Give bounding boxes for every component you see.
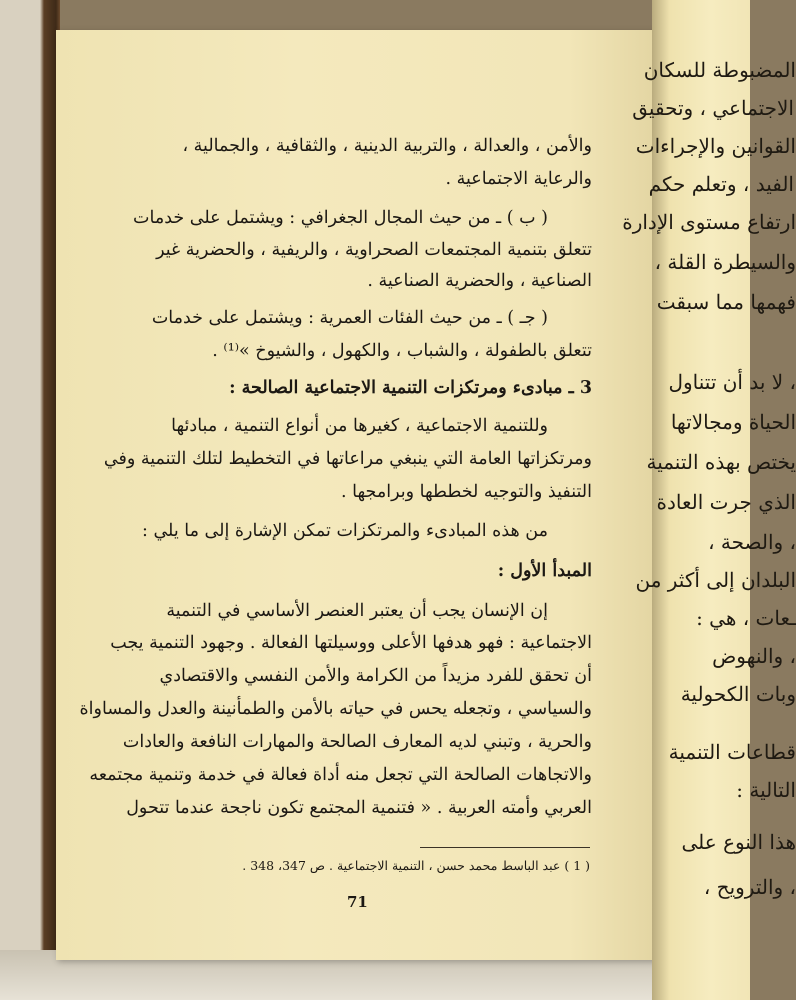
text-line: وللتنمية الاجتماعية ، كغيرها من أنواع التنمية ، مبادئها — [171, 416, 548, 436]
adjacent-fragment: يختص بهذه التنمية — [646, 450, 796, 474]
book-spine — [0, 0, 60, 1000]
principle-heading: المبدأ الأول : — [497, 561, 592, 581]
adjacent-fragment: فهمها مما سبقت — [656, 290, 796, 314]
text-line: العربي وأمته العربية . « فتنمية المجتمع تكون ناجحة عندما تتحول — [126, 798, 592, 818]
adjacent-fragment: ، لا بد أن تتناول — [668, 370, 796, 394]
page-body — [79, 0, 592, 1000]
adjacent-fragment: القوانين والإجراءات — [635, 134, 796, 158]
adjacent-fragment: المضبوطة للسكان — [643, 58, 796, 82]
text-line: والسياسي ، وتجعله يحس في حياته بالأمن والطمأنينة والعدل والمساواة — [79, 699, 592, 719]
text-line: من هذه المبادىء والمرتكزات تمكن الإشارة إلى ما يلي : — [142, 521, 548, 541]
text-line: ( ب ) ـ من حيث المجال الجغرافي : ويشتمل على خدمات — [133, 208, 548, 228]
text-line: إن الإنسان يجب أن يعتبر العنصر الأساسي في التنمية — [166, 601, 548, 621]
adjacent-fragment: الذي جرت العادة — [656, 490, 796, 514]
text-line: التنفيذ والتوجيه لخططها وبرامجها . — [341, 482, 592, 502]
adjacent-fragment: ارتفاع مستوى الإدارة — [622, 210, 796, 234]
text-line: تتعلق بالطفولة ، والشباب ، والكهول ، والشيوخ »⁽¹⁾ . — [212, 341, 592, 361]
adjacent-fragment: التالية : — [736, 778, 796, 802]
text-line: والأمن ، والعدالة ، والتربية الدينية ، والثقافية ، والجمالية ، — [182, 136, 592, 156]
text-line: الاجتماعية : فهو هدفها الأعلى ووسيلتها الفعالة . وجهود التنمية يجب — [110, 633, 592, 653]
adjacent-fragment: هذا النوع على — [681, 830, 796, 854]
adjacent-fragment: البلدان إلى أكثر من — [635, 568, 796, 592]
section-heading: 3 ـ مبادىء ومرتكزات التنمية الاجتماعية الصالحة : — [229, 378, 592, 398]
adjacent-fragment: ، والصحة ، — [708, 530, 796, 554]
page-number: 71 — [347, 893, 368, 911]
text-line: ومرتكزاتها العامة التي ينبغي مراعاتها في التخطيط لتلك التنمية وفي — [103, 449, 592, 469]
footnote-divider — [420, 847, 590, 848]
adjacent-fragment: الفيد ، وتعلم حكم — [648, 172, 794, 196]
adjacent-fragment: والسيطرة القلة ، — [654, 250, 796, 274]
text-line: تتعلق بتنمية المجتمعات الصحراوية ، والريفية ، والحضرية غير — [156, 240, 592, 260]
adjacent-fragment: الحياة ومجالاتها — [670, 410, 796, 434]
text-line: الصناعية ، والحضرية الصناعية . — [367, 271, 592, 291]
adjacent-page — [622, 0, 796, 1000]
adjacent-fragment: ، والترويح ، — [703, 875, 796, 899]
adjacent-fragment: ـعات ، هي : — [696, 606, 796, 630]
adjacent-fragment: قطاعات التنمية — [668, 740, 796, 764]
adjacent-fragment: الاجتماعي ، وتحقيق — [632, 96, 794, 120]
text-line: والحرية ، وتبني لديه المعارف الصالحة والمهارات النافعة والعادات — [122, 732, 592, 752]
footnote: ( 1 ) عبد الباسط محمد حسن ، التنمية الاجتماعية . ص 347، 348 . — [242, 858, 590, 873]
text-line: والاتجاهات الصالحة التي تجعل منه أداة فعالة في خدمة وتنمية مجتمعه — [89, 765, 592, 785]
adjacent-fragment: وبات الكحولية — [680, 682, 796, 706]
text-line: ( جـ ) ـ من حيث الفئات العمرية : ويشتمل على خدمات — [151, 308, 548, 328]
text-line: أن تحقق للفرد مزيداً من الكرامة والأمن النفسي والاقتصادي — [159, 666, 592, 686]
adjacent-fragment: ، والنهوض — [712, 644, 796, 668]
text-line: والرعاية الاجتماعية . — [445, 169, 592, 189]
